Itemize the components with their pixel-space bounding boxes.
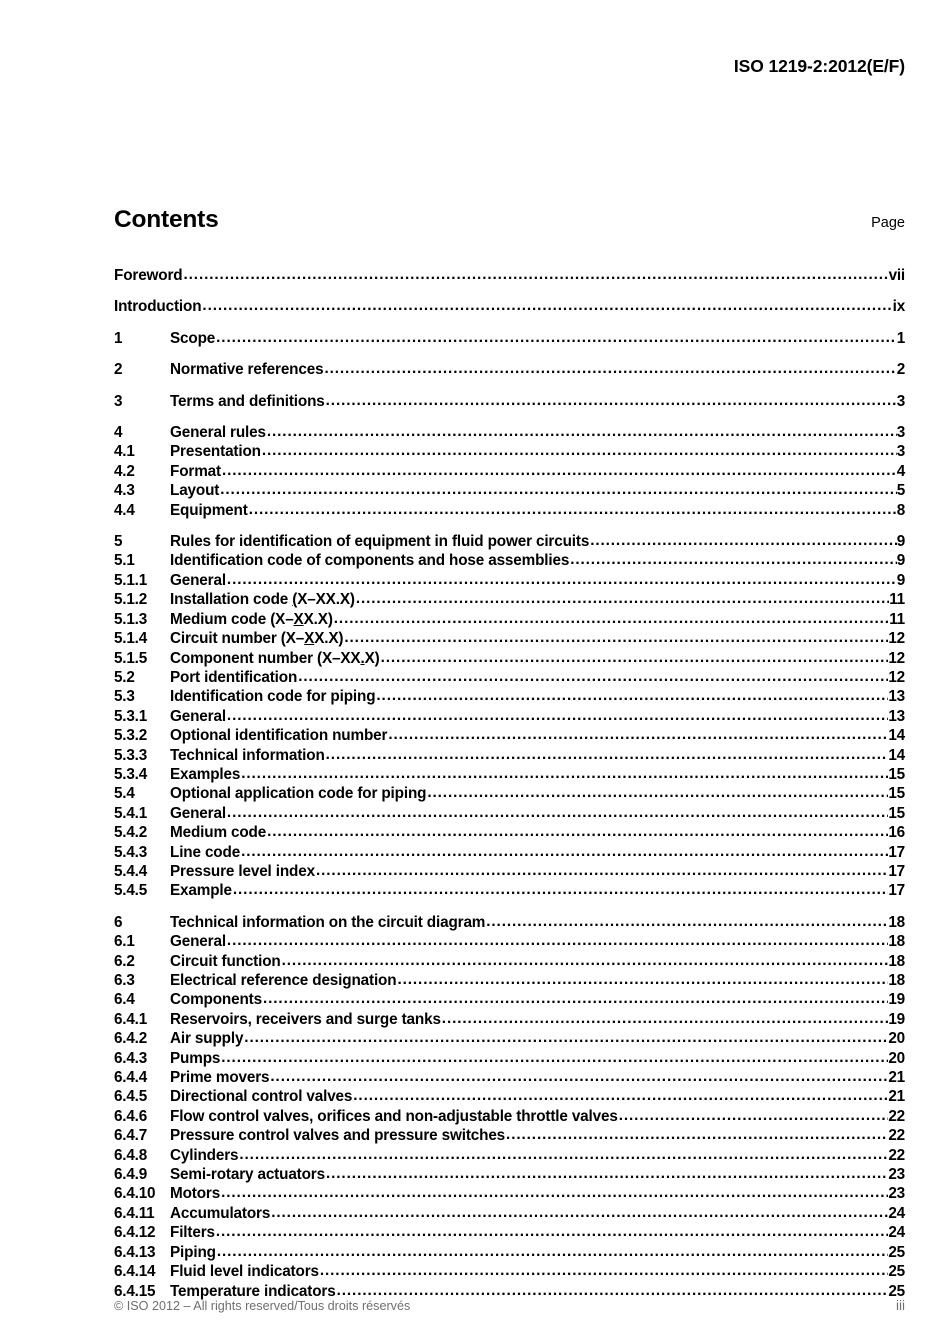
toc-entry-number: 5.4.3 bbox=[114, 843, 148, 861]
toc-entry[interactable] bbox=[114, 1126, 905, 1145]
toc-entry-page-number: 8 bbox=[896, 501, 905, 519]
toc-entry-number: 2 bbox=[114, 361, 123, 379]
toc-dot-leader bbox=[241, 842, 888, 861]
toc-entry[interactable] bbox=[114, 610, 905, 629]
toc-entry-label: Identification code for piping bbox=[170, 688, 376, 706]
toc-dot-leader bbox=[220, 480, 896, 499]
toc-entry-page-number: 19 bbox=[888, 1010, 905, 1028]
toc-dot-leader bbox=[227, 570, 897, 589]
toc-entry[interactable] bbox=[114, 1262, 905, 1281]
table-of-contents bbox=[114, 266, 905, 1301]
toc-entry-number: 6.4.2 bbox=[114, 1030, 148, 1048]
toc-entry-number: 6.1 bbox=[114, 933, 135, 951]
toc-entry-page-number: 21 bbox=[888, 1069, 905, 1087]
toc-entry-page-number: 22 bbox=[888, 1107, 905, 1125]
toc-entry-number: 6.3 bbox=[114, 972, 135, 989]
toc-entry-page-number: 13 bbox=[888, 688, 905, 706]
toc-entry-number: 5.1.3 bbox=[114, 610, 148, 628]
toc-entry[interactable] bbox=[114, 1204, 905, 1223]
toc-entry-label: Air supply bbox=[170, 1030, 244, 1048]
toc-entry-label: Example bbox=[170, 882, 232, 900]
toc-entry-label: Fluid level indicators bbox=[170, 1263, 319, 1281]
document-footer bbox=[114, 1298, 905, 1313]
toc-entry-page-number: 4 bbox=[896, 462, 905, 480]
toc-entry-number: 4 bbox=[114, 424, 123, 442]
toc-entry[interactable] bbox=[114, 1223, 905, 1242]
toc-entry[interactable] bbox=[114, 932, 905, 951]
toc-entry-page-number: 24 bbox=[888, 1204, 905, 1222]
toc-entry[interactable] bbox=[114, 462, 905, 481]
toc-dot-leader bbox=[227, 931, 888, 950]
toc-entry-number: 6.4.6 bbox=[114, 1107, 148, 1125]
toc-dot-leader bbox=[263, 989, 888, 1008]
toc-dot-leader bbox=[388, 725, 888, 744]
toc-dot-leader bbox=[337, 1281, 889, 1300]
toc-entry[interactable] bbox=[114, 392, 905, 411]
toc-entry-label: Components bbox=[170, 991, 262, 1009]
toc-dot-leader bbox=[353, 1086, 888, 1105]
toc-entry-label: Optional application code for piping bbox=[170, 785, 427, 803]
toc-entry-number: 6.4.15 bbox=[114, 1282, 156, 1300]
toc-dot-leader bbox=[570, 550, 896, 569]
toc-entry-page-number: 24 bbox=[888, 1224, 905, 1242]
toc-entry[interactable] bbox=[114, 629, 905, 648]
toc-entry[interactable] bbox=[114, 726, 905, 745]
toc-entry-label: Equipment bbox=[170, 501, 248, 519]
toc-entry-number: 5.3 bbox=[114, 688, 135, 706]
toc-entry[interactable] bbox=[114, 571, 905, 590]
toc-entry-number: 5.3.2 bbox=[114, 727, 148, 745]
toc-dot-leader bbox=[619, 1106, 889, 1125]
toc-entry[interactable] bbox=[114, 784, 905, 803]
toc-entry-label: Medium code bbox=[170, 824, 267, 842]
toc-entry[interactable] bbox=[114, 1107, 905, 1126]
toc-entry[interactable] bbox=[114, 823, 905, 842]
toc-entry-number: 5.1 bbox=[114, 552, 135, 570]
toc-entry-number: 5.1.4 bbox=[114, 630, 148, 648]
toc-dot-leader bbox=[506, 1125, 888, 1144]
toc-entry-label: General bbox=[170, 571, 226, 589]
toc-entry-label: Line code bbox=[170, 843, 241, 861]
toc-entry-label: Normative references bbox=[170, 361, 324, 379]
toc-dot-leader bbox=[324, 359, 896, 378]
toc-entry[interactable] bbox=[114, 1243, 905, 1262]
toc-entry-label: Motors bbox=[170, 1185, 221, 1203]
toc-dot-leader bbox=[356, 589, 889, 608]
toc-entry[interactable] bbox=[114, 501, 905, 520]
toc-dot-leader bbox=[233, 880, 889, 899]
toc-entry-label: Scope bbox=[170, 329, 216, 347]
toc-dot-leader bbox=[227, 803, 888, 822]
toc-dot-leader bbox=[326, 1164, 888, 1183]
page-title: Contents bbox=[114, 206, 219, 233]
page-folio: iii bbox=[896, 1298, 905, 1313]
toc-entry-label: Circuit number (X–XX.X) bbox=[170, 630, 344, 648]
toc-entry-label: Pressure control valves and pressure switches bbox=[170, 1127, 506, 1145]
toc-entry[interactable] bbox=[114, 590, 905, 609]
toc-entry[interactable] bbox=[114, 1087, 905, 1106]
toc-entry-label: Electrical reference designation bbox=[170, 972, 397, 989]
toc-entry-label: Optional identification number bbox=[170, 727, 388, 745]
toc-entry-page-number: 23 bbox=[888, 1185, 905, 1203]
toc-dot-leader bbox=[262, 441, 897, 460]
toc-entry-page-number: 18 bbox=[888, 972, 905, 989]
toc-entry[interactable] bbox=[114, 266, 905, 285]
toc-entry-number: 5.1.5 bbox=[114, 649, 148, 667]
toc-entry-page-number: 12 bbox=[888, 668, 905, 686]
toc-entry-label: Accumulators bbox=[170, 1204, 271, 1222]
toc-entry-label: Technical information on the circuit diagram bbox=[170, 913, 486, 931]
toc-entry-page-number: 5 bbox=[896, 482, 905, 500]
toc-entry-page-number: ix bbox=[892, 298, 905, 316]
toc-entry-number: 6.4.1 bbox=[114, 1010, 148, 1028]
toc-dot-leader bbox=[442, 1009, 889, 1028]
toc-dot-leader bbox=[221, 1183, 888, 1202]
toc-entry-number: 1 bbox=[114, 329, 123, 347]
toc-entry-number: 5.4.2 bbox=[114, 824, 148, 842]
toc-entry-label: Layout bbox=[170, 482, 220, 500]
toc-entry[interactable] bbox=[114, 804, 905, 823]
toc-entry-number: 4.4 bbox=[114, 501, 135, 519]
toc-entry[interactable] bbox=[114, 707, 905, 726]
toc-entry-page-number: 11 bbox=[889, 610, 905, 628]
toc-entry-label: Filters bbox=[170, 1224, 215, 1242]
toc-entry-label: Semi-rotary actuators bbox=[170, 1166, 325, 1184]
toc-dot-leader bbox=[216, 1222, 889, 1241]
toc-entry-number: 6.4.13 bbox=[114, 1243, 156, 1261]
toc-entry-page-number: 22 bbox=[888, 1127, 905, 1145]
toc-dot-leader bbox=[270, 1067, 888, 1086]
toc-dot-leader bbox=[397, 970, 888, 989]
toc-entry[interactable] bbox=[114, 1068, 905, 1087]
toc-entry-number: 5.2 bbox=[114, 668, 135, 686]
toc-entry-label: General bbox=[170, 804, 226, 822]
toc-entry-page-number: 17 bbox=[888, 862, 905, 880]
toc-entry-page-number: 9 bbox=[896, 552, 905, 570]
toc-entry-page-number: 17 bbox=[888, 843, 905, 861]
toc-dot-leader bbox=[221, 1048, 888, 1067]
toc-entry-page-number: 2 bbox=[896, 361, 905, 379]
toc-entry-label: Piping bbox=[170, 1243, 216, 1261]
toc-entry-number: 6.4.14 bbox=[114, 1263, 156, 1281]
toc-entry-number: 4.3 bbox=[114, 482, 135, 500]
toc-entry-label: Technical information bbox=[170, 746, 325, 764]
toc-entry-label: Examples bbox=[170, 765, 241, 783]
toc-dot-leader bbox=[381, 648, 889, 667]
toc-entry-number: 6.4 bbox=[114, 991, 135, 1009]
toc-entry-number: 6.4.12 bbox=[114, 1224, 156, 1242]
toc-entry-label: Port identification bbox=[170, 668, 298, 686]
page-column-label: Page bbox=[871, 215, 905, 231]
toc-entry[interactable] bbox=[114, 1049, 905, 1068]
toc-entry-number: 5.3.4 bbox=[114, 765, 148, 783]
toc-entry-label: Reservoirs, receivers and surge tanks bbox=[170, 1010, 441, 1028]
toc-dot-leader bbox=[334, 609, 889, 628]
toc-dot-leader bbox=[267, 822, 888, 841]
toc-entry[interactable] bbox=[114, 360, 905, 379]
toc-entry[interactable] bbox=[114, 297, 905, 316]
toc-dot-leader bbox=[326, 391, 897, 410]
toc-dot-leader bbox=[316, 861, 888, 880]
toc-entry-number: 5.1.1 bbox=[114, 571, 148, 589]
toc-entry[interactable] bbox=[114, 862, 905, 881]
toc-entry[interactable] bbox=[114, 532, 905, 551]
toc-dot-leader bbox=[249, 500, 897, 519]
toc-entry[interactable] bbox=[114, 1146, 905, 1165]
toc-entry-page-number: 20 bbox=[888, 1049, 905, 1067]
toc-entry-label: Installation code (X–XX.X) bbox=[170, 591, 355, 609]
toc-entry-number: 5.4.5 bbox=[114, 882, 148, 900]
toc-entry-label: Pressure level index bbox=[170, 862, 315, 880]
toc-entry-number: 4.2 bbox=[114, 462, 135, 480]
toc-entry[interactable] bbox=[114, 765, 905, 784]
toc-entry-label: Identification code of components and hose assemblies bbox=[170, 552, 570, 570]
toc-entry-number: 6.4.5 bbox=[114, 1088, 148, 1106]
toc-entry-page-number: 9 bbox=[896, 533, 905, 551]
toc-entry[interactable] bbox=[114, 1010, 905, 1029]
toc-entry-page-number: 22 bbox=[888, 1146, 905, 1164]
toc-entry-label: Prime movers bbox=[170, 1069, 270, 1087]
toc-entry-page-number: 17 bbox=[888, 882, 905, 900]
toc-entry-label: Medium code (X–XX.X) bbox=[170, 610, 333, 628]
toc-entry-page-number: 15 bbox=[888, 804, 905, 822]
toc-dot-leader bbox=[217, 1242, 889, 1261]
toc-entry-label: Presentation bbox=[170, 443, 261, 461]
toc-entry-number: 6.4.11 bbox=[114, 1204, 155, 1222]
toc-dot-leader bbox=[486, 912, 888, 931]
toc-entry-number: 6.4.9 bbox=[114, 1166, 148, 1184]
toc-dot-leader bbox=[222, 461, 897, 480]
toc-dot-leader bbox=[427, 783, 888, 802]
toc-entry-page-number: 23 bbox=[888, 1166, 905, 1184]
toc-entry-page-number: 3 bbox=[896, 392, 905, 410]
toc-entry-number: 5.3.3 bbox=[114, 746, 148, 764]
toc-entry-number: 5 bbox=[114, 533, 123, 551]
toc-entry-label: General bbox=[170, 707, 226, 725]
toc-entry-number: 4.1 bbox=[114, 443, 135, 461]
toc-entry[interactable] bbox=[114, 687, 905, 706]
document-reference-header: ISO 1219-2:2012(E/F) bbox=[733, 56, 905, 76]
toc-dot-leader bbox=[216, 328, 897, 347]
toc-entry-label: Format bbox=[170, 462, 221, 480]
toc-entry[interactable] bbox=[114, 971, 905, 990]
toc-entry-page-number: 18 bbox=[888, 913, 905, 931]
toc-entry-page-number: 1 bbox=[896, 329, 905, 347]
toc-entry-label: Terms and definitions bbox=[170, 392, 325, 410]
toc-entry-page-number: 3 bbox=[896, 443, 905, 461]
toc-entry-number: 6.2 bbox=[114, 952, 135, 970]
toc-dot-leader bbox=[376, 686, 888, 705]
toc-dot-leader bbox=[590, 531, 897, 550]
toc-entry-page-number: 14 bbox=[888, 746, 905, 764]
toc-entry-number: 5.4.4 bbox=[114, 862, 148, 880]
toc-dot-leader bbox=[298, 667, 888, 686]
toc-entry-page-number: 25 bbox=[888, 1282, 905, 1300]
toc-dot-leader bbox=[244, 1028, 888, 1047]
toc-entry[interactable] bbox=[114, 990, 905, 1009]
toc-entry[interactable] bbox=[114, 668, 905, 687]
toc-entry[interactable] bbox=[114, 442, 905, 461]
toc-entry[interactable] bbox=[114, 952, 905, 971]
toc-entry-label: General rules bbox=[170, 424, 266, 442]
toc-entry-page-number: 25 bbox=[888, 1243, 905, 1261]
toc-entry-page-number: 20 bbox=[888, 1030, 905, 1048]
toc-entry-page-number: 18 bbox=[888, 952, 905, 970]
toc-entry-label: Rules for identification of equipment in fluid power circuits bbox=[170, 533, 590, 551]
toc-entry[interactable] bbox=[114, 329, 905, 348]
toc-entry-page-number: 15 bbox=[888, 785, 905, 803]
toc-dot-leader bbox=[320, 1261, 889, 1280]
toc-dot-leader bbox=[241, 764, 888, 783]
toc-dot-leader bbox=[282, 951, 889, 970]
toc-entry-page-number: 3 bbox=[896, 424, 905, 442]
toc-dot-leader bbox=[267, 422, 897, 441]
toc-entry-number: 5.4.1 bbox=[114, 804, 148, 822]
toc-dot-leader bbox=[239, 1145, 888, 1164]
toc-entry-page-number: 25 bbox=[888, 1263, 905, 1281]
toc-entry-label: Pumps bbox=[170, 1049, 221, 1067]
toc-entry[interactable] bbox=[114, 843, 905, 862]
toc-entry-page-number: 9 bbox=[896, 571, 905, 589]
toc-entry-label: General bbox=[170, 933, 226, 951]
toc-entry-label: Introduction bbox=[114, 298, 202, 316]
toc-dot-leader bbox=[271, 1203, 888, 1222]
toc-entry-number: 6.4.8 bbox=[114, 1146, 148, 1164]
toc-entry-number: 5.1.2 bbox=[114, 591, 148, 609]
toc-dot-leader bbox=[326, 745, 889, 764]
toc-entry[interactable] bbox=[114, 551, 905, 570]
toc-entry-label: Foreword bbox=[114, 267, 183, 284]
toc-entry-label: Cylinders bbox=[170, 1146, 239, 1164]
toc-entry-label: Temperature indicators bbox=[170, 1282, 336, 1300]
toc-entry[interactable] bbox=[114, 423, 905, 442]
toc-dot-leader bbox=[184, 265, 889, 284]
toc-entry-label: Directional control valves bbox=[170, 1088, 353, 1106]
toc-entry-number: 6.4.3 bbox=[114, 1049, 148, 1067]
toc-entry-page-number: 13 bbox=[888, 707, 905, 725]
toc-entry-number: 6 bbox=[114, 913, 123, 931]
toc-entry-label: Circuit function bbox=[170, 952, 281, 970]
toc-entry-page-number: 15 bbox=[888, 765, 905, 783]
toc-entry-number: 6.4.7 bbox=[114, 1127, 148, 1145]
toc-entry[interactable] bbox=[114, 1029, 905, 1048]
toc-entry-page-number: 11 bbox=[889, 591, 905, 609]
toc-entry-number: 5.4 bbox=[114, 785, 135, 803]
toc-entry-number: 5.3.1 bbox=[114, 707, 148, 725]
toc-entry-page-number: 19 bbox=[888, 991, 905, 1009]
toc-entry-label: Flow control valves, orifices and non-adjustable throttle valves bbox=[170, 1107, 618, 1125]
toc-dot-leader bbox=[344, 628, 888, 647]
contents-header bbox=[114, 206, 905, 234]
toc-entry-page-number: 12 bbox=[888, 649, 905, 667]
toc-entry-number: 6.4.10 bbox=[114, 1185, 156, 1203]
toc-entry-page-number: 21 bbox=[888, 1088, 905, 1106]
toc-entry[interactable] bbox=[114, 1165, 905, 1184]
toc-entry-page-number: 18 bbox=[888, 933, 905, 951]
toc-entry[interactable] bbox=[114, 913, 905, 932]
toc-entry[interactable] bbox=[114, 881, 905, 900]
toc-entry[interactable] bbox=[114, 746, 905, 765]
toc-entry-page-number: vii bbox=[888, 267, 905, 284]
toc-entry[interactable] bbox=[114, 481, 905, 500]
toc-entry[interactable] bbox=[114, 649, 905, 668]
toc-entry-page-number: 16 bbox=[888, 824, 905, 842]
toc-entry[interactable] bbox=[114, 1184, 905, 1203]
toc-entry-number: 6.4.4 bbox=[114, 1069, 148, 1087]
toc-entry-page-number: 14 bbox=[888, 727, 905, 745]
copyright-notice: © ISO 2012 – All rights reserved/Tous droits réservés bbox=[114, 1299, 411, 1313]
toc-entry-page-number: 12 bbox=[888, 630, 905, 648]
toc-entry-label: Component number (X–XX.X) bbox=[170, 649, 380, 667]
toc-dot-leader bbox=[202, 296, 892, 315]
toc-dot-leader bbox=[227, 706, 888, 725]
toc-entry-number: 3 bbox=[114, 392, 123, 410]
